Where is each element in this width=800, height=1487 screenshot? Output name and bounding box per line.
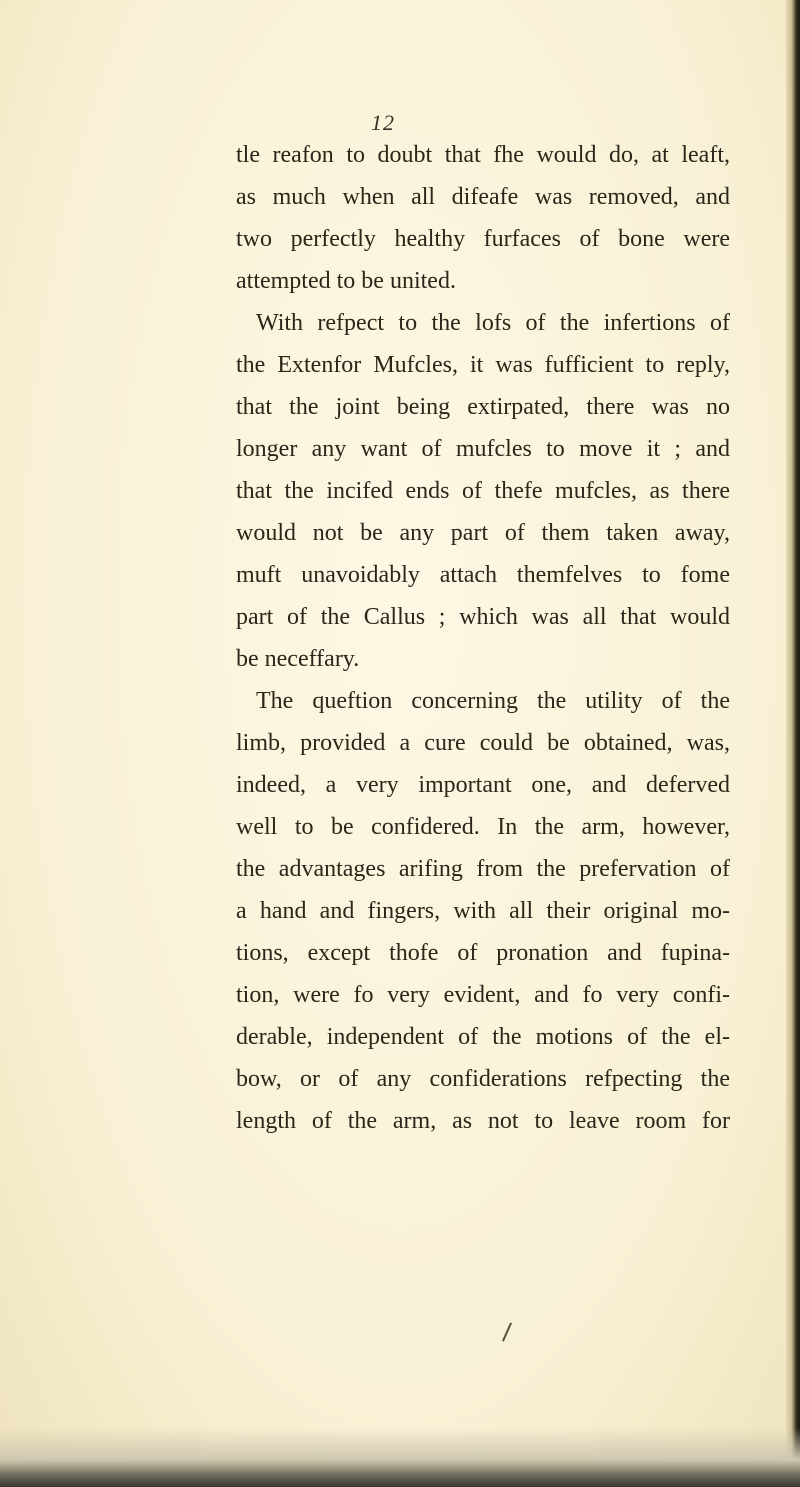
text-line: part of the Callus ; which was all that would [236, 604, 730, 630]
text-line: bow, or of any confiderations refpecting the [236, 1066, 730, 1092]
text-line: longer any want of mufcles to move it ; and [236, 436, 730, 462]
text-line: the Extenfor Mufcles, it was fufficient to reply, [236, 352, 730, 378]
text-line: well to be confidered. In the arm, however, [236, 814, 730, 840]
text-line: tions, except thofe of pronation and fupina- [236, 940, 730, 966]
text-line: tion, were fo very evident, and fo very confi- [236, 982, 730, 1008]
page-bottom-shadow [0, 1427, 800, 1487]
text-line: tle reafon to doubt that fhe would do, at leaft, [236, 142, 730, 168]
page-edge-shadow [786, 0, 800, 1487]
text-line: derable, independent of the motions of the el- [236, 1024, 730, 1050]
text-line: the advantages arifing from the prefervation of [236, 856, 730, 882]
text-line: indeed, a very important one, and deferved [236, 772, 730, 798]
text-line: length of the arm, as not to leave room for [236, 1108, 730, 1134]
text-line: a hand and fingers, with all their original mo- [236, 898, 730, 924]
page-number: 12 [371, 110, 395, 135]
text-line: limb, provided a cure could be obtained, was, [236, 730, 730, 756]
text-line: would not be any part of them taken away, [236, 520, 730, 546]
text-line: that the incifed ends of thefe mufcles, as there [236, 478, 730, 504]
text-line: The queftion concerning the utility of the [256, 688, 730, 714]
ink-mark [502, 1322, 512, 1341]
text-line: With refpect to the lofs of the infertions of [256, 310, 730, 336]
text-line: muft unavoidably attach themfelves to fome [236, 562, 730, 588]
text-line: two perfectly healthy furfaces of bone were [236, 226, 730, 252]
text-line: that the joint being extirpated, there was no [236, 394, 730, 420]
text-line: as much when all difeafe was removed, and [236, 184, 730, 210]
text-line: be neceffary. [236, 646, 360, 672]
text-line: attempted to be united. [236, 268, 456, 294]
